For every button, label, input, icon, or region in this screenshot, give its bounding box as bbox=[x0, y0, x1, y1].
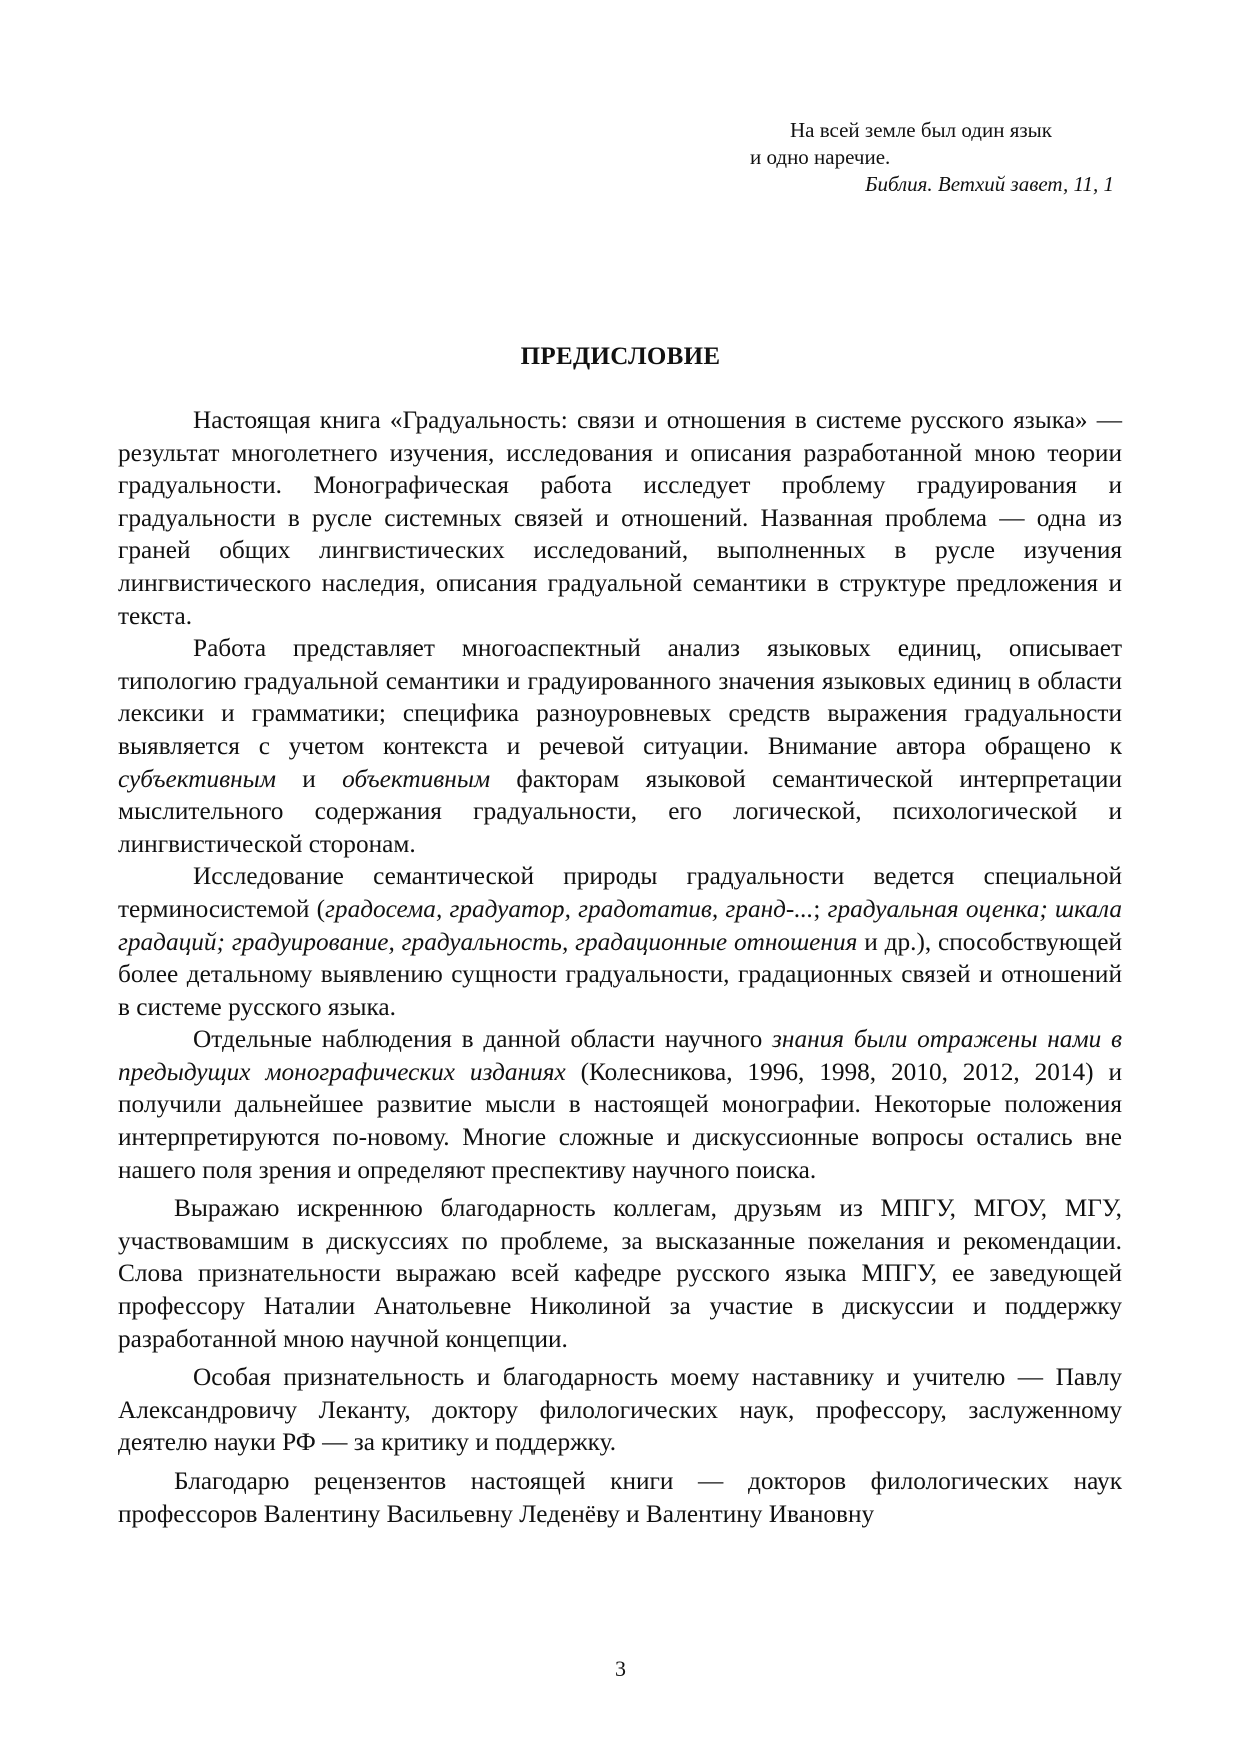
paragraph-5 bbox=[118, 1192, 1122, 1355]
paragraph-4 bbox=[118, 1023, 1122, 1186]
paragraph-2-text-c: факторам языковой семантической интерпретации мыслительного содержания градуальности, его логической, психологической и лингвистической сторонам. bbox=[118, 764, 1123, 858]
paragraph-2-italic-objective: объективным bbox=[342, 764, 491, 793]
page-number: 3 bbox=[615, 1656, 626, 1681]
paragraph-3 bbox=[118, 860, 1122, 1023]
epigraph-source: Библия. Ветхий завет, 11, 1 bbox=[865, 172, 1114, 196]
paragraph-7-text: Благодарю рецензентов настоящей книги — докторов филологических наук профессоров Валентину Васильевну Леденёву и Валентину Ивановну bbox=[118, 1467, 1122, 1528]
body-text bbox=[118, 404, 1122, 1530]
paragraph-3-italic-terms-2: градуальная оценка; шкала градаций; градуирование, градуальность, градационные отношения bbox=[118, 894, 1122, 956]
paragraph-1-text: Настоящая книга «Градуальность: связи и отношения в системе русского языка» — результат многолетнего изучения, исследования и описания разработанной мною теории градуальности. Монографическая работа исследует проблему градуирования и градуальности в русле системных связей и отношений. Названная проблема — одна из граней общих лингвистических исследований, выполненных в русле изучения лингвистического наследия, описания градуальной семантики в структуре предложения и текста. bbox=[118, 406, 1122, 630]
paragraph-4-text-b: (Колесникова, 1996, 1998, 2010, 2012, 2014) и получили дальнейшее развитие мысли в настоящей монографии. Некоторые положения интерпретируются по-новому. Многие сложные и дискуссионные вопросы остались вне нашего поля зрения и определяют преспективу научного поиска. bbox=[118, 1057, 1122, 1184]
paragraph-3-text-b: ; bbox=[813, 894, 828, 923]
epigraph-line-2: и одно наречие. bbox=[750, 145, 891, 169]
paragraph-2-italic-subjective: субъективным bbox=[118, 764, 276, 793]
epigraph bbox=[750, 117, 1122, 198]
paragraph-4-text-a: Отдельные наблюдения в данной области научного bbox=[193, 1025, 773, 1054]
paragraph-7 bbox=[118, 1465, 1122, 1530]
paragraph-6-text: Особая признательность и благодарность моему наставнику и учителю — Павлу Александровичу Леканту, доктору филологических наук, профессору, заслуженному деятелю науки РФ — за критику и поддержку. bbox=[118, 1363, 1122, 1457]
paragraph-3-text-a: Исследование семантической природы градуальности ведется специальной терминосистемой ( bbox=[118, 862, 1122, 923]
paragraph-5-text: Выражаю искреннюю благодарность коллегам, друзьям из МПГУ, МГОУ, МГУ, участвовамшим в дискуссиях по проблеме, за высказанные пожелания и рекомендации. Слова признательности выражаю всей кафедре русского языка МПГУ, ее заведующей профессору Наталии Анатольевне Николиной за участие в дискуссии и поддержку разработанной мною научной концепции. bbox=[118, 1194, 1122, 1353]
paragraph-3-text-c: и др.), способствующей более детальному выявлению сущности градуальности, градационных связей и отношений в системе русского языка. bbox=[118, 927, 1122, 1021]
paragraph-6 bbox=[118, 1361, 1122, 1459]
paragraph-4-italic: знания были отражены нами в предыдущих монографических изданиях bbox=[118, 1025, 1122, 1086]
epigraph-line-1: На всей земле был один язык bbox=[790, 118, 1052, 142]
paragraph-1 bbox=[118, 404, 1122, 632]
paragraph-2-text-a: Работа представляет многоаспектный анализ языковых единиц, описывает типологию градуальной семантики и градуированного значения языковых единиц в области лексики и грамматики; специфика разноуровневых средств выражения градуальности выявляется с учетом контекста и речевой ситуации. Внимание автора обращено к bbox=[118, 634, 1122, 760]
paragraph-2 bbox=[118, 632, 1122, 860]
paragraph-3-italic-terms-1: градосема, градуатор, градотатив, гранд-... bbox=[325, 894, 814, 923]
page-title: ПРЕДИСЛОВИЕ bbox=[520, 343, 721, 370]
paragraph-2-text-b: и bbox=[275, 764, 343, 793]
